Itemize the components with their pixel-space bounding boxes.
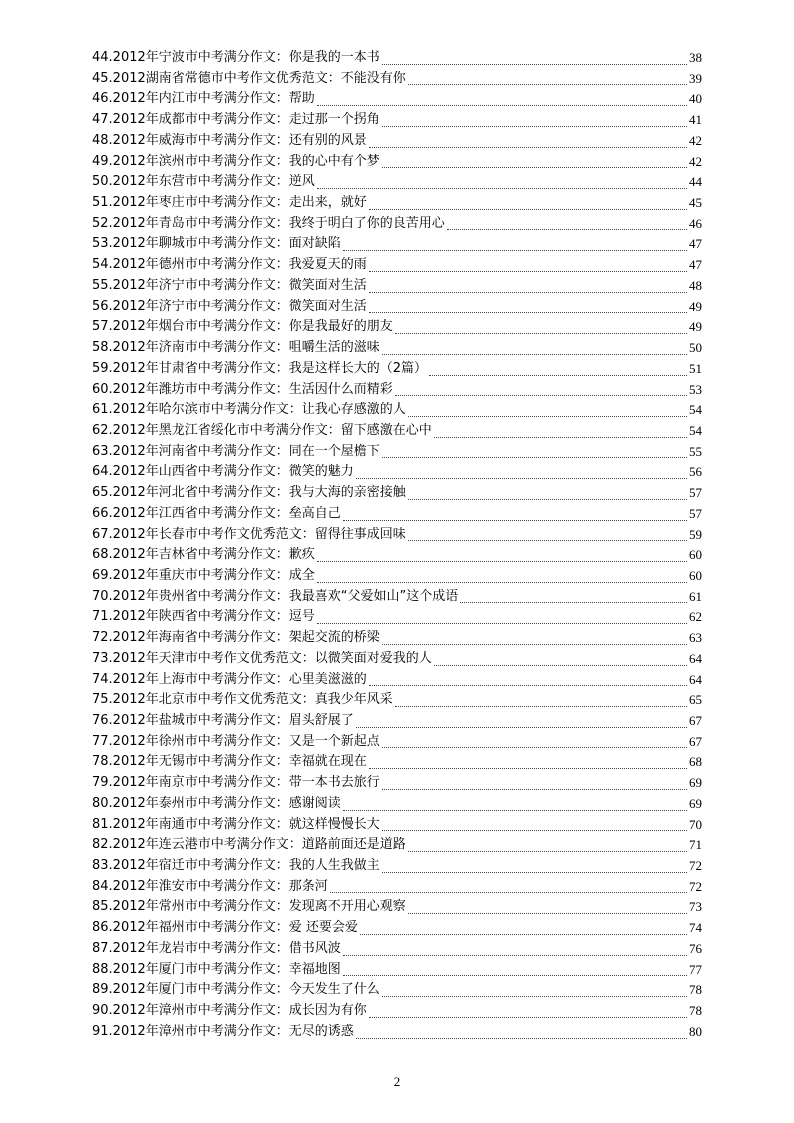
toc-entry-page: 76	[689, 940, 702, 956]
toc-entry-title: 56.2012年济宁市中考满分作文：微笑面对生活	[92, 298, 367, 314]
toc-entry[interactable]	[92, 732, 702, 753]
toc-entry[interactable]	[92, 877, 702, 898]
dot-leader	[460, 588, 687, 603]
toc-entry-title: 73.2012年天津市中考作文优秀范文：以微笑面对爱我的人	[92, 650, 432, 666]
toc-entry-title: 72.2012年海南省中考满分作文：架起交流的桥梁	[92, 630, 380, 646]
toc-entry-title: 85.2012年常州市中考满分作文：发现离不开用心观察	[92, 899, 406, 915]
toc-entry[interactable]	[92, 152, 702, 173]
toc-entry[interactable]	[92, 752, 702, 773]
toc-entry[interactable]	[92, 628, 702, 649]
toc-entry-title: 79.2012年南京市中考满分作文：带一本书去旅行	[92, 775, 380, 791]
toc-entry-title: 51.2012年枣庄市中考满分作文：走出来，就好	[92, 195, 367, 211]
toc-entry-title: 62.2012年黑龙江省绥化市中考满分作文：留下感激在心中	[92, 422, 432, 438]
toc-entry[interactable]	[92, 504, 702, 525]
dot-leader	[382, 816, 687, 831]
toc-entry-title: 83.2012年宿迁市中考满分作文：我的人生我做主	[92, 858, 380, 874]
toc-entry-title: 82.2012年连云港市中考满分作文：道路前面还是道路	[92, 837, 406, 853]
toc-entry-page: 49	[689, 298, 702, 314]
toc-entry[interactable]	[92, 607, 702, 628]
toc-entry-title: 58.2012年济南市中考满分作文：咀嚼生活的滋味	[92, 340, 380, 356]
toc-entry-title: 84.2012年淮安市中考满分作文：那条河	[92, 878, 328, 894]
dot-leader	[408, 526, 687, 541]
dot-leader	[382, 112, 687, 127]
dot-leader	[369, 195, 687, 210]
toc-entry-title: 69.2012年重庆市中考满分作文：成全	[92, 567, 315, 583]
toc-entry-title: 80.2012年泰州市中考满分作文：感谢阅读	[92, 795, 341, 811]
toc-entry-title: 55.2012年济宁市中考满分作文：微笑面对生活	[92, 277, 367, 293]
dot-leader	[317, 91, 687, 106]
toc-entry-title: 77.2012年徐州市中考满分作文：又是一个新起点	[92, 733, 380, 749]
dot-leader	[369, 298, 687, 313]
dot-leader	[408, 402, 687, 417]
toc-entry-page: 39	[689, 70, 702, 86]
toc-entry-title: 89.2012年厦门市中考满分作文：今天发生了什么	[92, 982, 380, 998]
toc-entry[interactable]	[92, 1022, 702, 1043]
toc-entry-title: 49.2012年滨州市中考满分作文：我的心中有个梦	[92, 153, 380, 169]
toc-entry-page: 54	[689, 422, 702, 438]
toc-entry[interactable]	[92, 172, 702, 193]
dot-leader	[429, 361, 687, 376]
toc-entry-page: 69	[689, 795, 702, 811]
dot-leader	[382, 630, 687, 645]
toc-entry-title: 67.2012年长春市中考作文优秀范文：留得往事成回味	[92, 526, 406, 542]
dot-leader	[317, 568, 687, 583]
dot-leader	[382, 50, 687, 65]
toc-entry[interactable]	[92, 442, 702, 463]
toc-entry-page: 70	[689, 816, 702, 832]
toc-entry-page: 53	[689, 381, 702, 397]
dot-leader	[369, 671, 687, 686]
toc-entry[interactable]	[92, 670, 702, 691]
dot-leader	[408, 70, 687, 85]
toc-entry[interactable]	[92, 255, 702, 276]
dot-leader	[408, 485, 687, 500]
toc-entry-page: 47	[689, 257, 702, 273]
toc-entry[interactable]	[92, 1001, 702, 1022]
toc-entry[interactable]	[92, 276, 702, 297]
toc-entry[interactable]	[92, 525, 702, 546]
toc-entry-title: 65.2012年河北省中考满分作文：我与大海的亲密接触	[92, 485, 406, 501]
toc-entry-page: 69	[689, 775, 702, 791]
dot-leader	[369, 133, 687, 148]
toc-entry[interactable]	[92, 462, 702, 483]
toc-entry-page: 44	[689, 174, 702, 190]
toc-entry-page: 71	[689, 837, 702, 853]
toc-entry-title: 87.2012年龙岩市中考满分作文：借书风波	[92, 940, 341, 956]
toc-entry[interactable]	[92, 48, 702, 69]
dot-leader	[343, 236, 687, 251]
toc-entry-page: 67	[689, 713, 702, 728]
toc-entry-title: 57.2012年烟台市中考满分作文：你是我最好的朋友	[92, 319, 393, 335]
toc-entry-page: 73	[689, 899, 702, 915]
dot-leader	[343, 941, 687, 956]
table-of-contents	[92, 48, 702, 1043]
dot-leader	[395, 381, 687, 396]
toc-entry-title: 90.2012年漳州市中考满分作文：成长因为有你	[92, 1003, 367, 1019]
toc-entry[interactable]	[92, 297, 702, 318]
toc-entry[interactable]	[92, 317, 702, 338]
toc-entry-page: 42	[689, 132, 702, 148]
toc-entry-page: 49	[689, 319, 702, 335]
dot-leader	[395, 319, 687, 334]
dot-leader	[356, 464, 687, 479]
dot-leader	[382, 982, 687, 997]
dot-leader	[382, 153, 687, 168]
toc-entry[interactable]	[92, 773, 702, 794]
toc-entry-page: 68	[689, 754, 702, 770]
toc-entry-title: 88.2012年厦门市中考满分作文：幸福地图	[92, 961, 341, 977]
toc-entry[interactable]	[92, 566, 702, 587]
toc-entry-title: 45.2012湖南省常德市中考作文优秀范文：不能没有你	[92, 70, 406, 86]
toc-entry-page: 67	[689, 733, 702, 749]
toc-entry-page: 56	[689, 464, 702, 480]
toc-entry-page: 64	[689, 650, 702, 666]
toc-entry-title: 61.2012年哈尔滨市中考满分作文：让我心存感激的人	[92, 402, 406, 418]
toc-entry-page: 64	[689, 671, 702, 687]
toc-entry[interactable]	[92, 338, 702, 359]
dot-leader	[343, 506, 687, 521]
toc-entry-title: 53.2012年聊城市中考满分作文：面对缺陷	[92, 236, 341, 252]
dot-leader	[317, 609, 687, 624]
toc-entry-title: 46.2012年内江市中考满分作文：帮助	[92, 91, 315, 107]
dot-leader	[395, 692, 687, 707]
dot-leader	[408, 899, 687, 914]
toc-entry-page: 57	[689, 485, 702, 501]
toc-entry-page: 46	[689, 215, 702, 231]
toc-entry-title: 78.2012年无锡市中考满分作文：幸福就在现在	[92, 754, 367, 770]
dot-leader	[343, 961, 687, 976]
toc-entry-title: 68.2012年吉林省中考满分作文：歉疚	[92, 547, 315, 563]
toc-entry-title: 86.2012年福州市中考满分作文：爱 还要会爱	[92, 920, 358, 936]
toc-entry-page: 65	[689, 692, 702, 708]
toc-entry-page: 77	[689, 961, 702, 977]
toc-entry-title: 50.2012年东营市中考满分作文：逆风	[92, 174, 315, 190]
toc-entry-page: 74	[689, 920, 702, 936]
toc-entry[interactable]	[92, 711, 702, 732]
toc-entry-title: 52.2012年青岛市中考满分作文：我终于明白了你的良苦用心	[92, 215, 445, 231]
toc-entry-title: 59.2012年甘肃省中考满分作文：我是这样长大的（2篇）	[92, 360, 428, 376]
toc-entry-title: 66.2012年江西省中考满分作文：垒高自己	[92, 505, 341, 521]
page-number: 2	[393, 1074, 401, 1089]
toc-entry[interactable]	[92, 690, 702, 711]
toc-entry-title: 60.2012年潍坊市中考满分作文：生活因什么而精彩	[92, 381, 393, 397]
toc-entry-page: 72	[689, 858, 702, 874]
toc-entry-page: 80	[689, 1023, 702, 1039]
toc-entry[interactable]	[92, 380, 702, 401]
toc-entry-title: 74.2012年上海市中考满分作文：心里美滋滋的	[92, 671, 367, 687]
toc-entry[interactable]	[92, 421, 702, 442]
dot-leader	[382, 775, 687, 790]
dot-leader	[382, 858, 687, 873]
toc-entry[interactable]	[92, 649, 702, 670]
toc-entry[interactable]	[92, 545, 702, 566]
dot-leader	[382, 733, 687, 748]
toc-entry[interactable]	[92, 89, 702, 110]
toc-entry-title: 44.2012年宁波市中考满分作文：你是我的一本书	[92, 50, 380, 65]
toc-entry-page: 60	[689, 567, 702, 583]
toc-entry-title: 71.2012年陕西省中考满分作文：逗号	[92, 609, 315, 625]
toc-entry-page: 57	[689, 505, 702, 521]
toc-entry-page: 51	[689, 360, 702, 376]
toc-entry-page: 47	[689, 236, 702, 252]
toc-entry-title: 48.2012年威海市中考满分作文：还有别的风景	[92, 132, 367, 148]
toc-entry-page: 55	[689, 443, 702, 459]
dot-leader	[317, 547, 687, 562]
dot-leader	[369, 278, 687, 293]
toc-entry-title: 47.2012年成都市中考满分作文：走过那一个拐角	[92, 112, 380, 128]
toc-entry-page: 54	[689, 402, 702, 418]
dot-leader	[343, 796, 687, 811]
dot-leader	[369, 754, 687, 769]
toc-entry-page: 78	[689, 1003, 702, 1019]
dot-leader	[382, 443, 687, 458]
toc-entry[interactable]	[92, 359, 702, 380]
dot-leader	[330, 878, 687, 893]
dot-leader	[360, 920, 687, 935]
dot-leader	[447, 215, 687, 230]
toc-entry-title: 64.2012年山西省中考满分作文：微笑的魅力	[92, 464, 354, 480]
toc-entry[interactable]	[92, 835, 702, 856]
toc-entry-page: 42	[689, 153, 702, 169]
toc-entry[interactable]	[92, 214, 702, 235]
toc-entry-page: 41	[689, 112, 702, 128]
toc-entry-page: 50	[689, 340, 702, 356]
toc-entry-page: 38	[689, 50, 702, 65]
toc-entry-page: 72	[689, 878, 702, 894]
toc-entry[interactable]	[92, 980, 702, 1001]
toc-entry[interactable]	[92, 110, 702, 131]
dot-leader	[408, 837, 687, 852]
toc-entry[interactable]	[92, 234, 702, 255]
toc-entry-title: 63.2012年河南省中考满分作文：同在一个屋檐下	[92, 443, 380, 459]
toc-entry[interactable]	[92, 939, 702, 960]
toc-entry[interactable]	[92, 794, 702, 815]
toc-entry[interactable]	[92, 856, 702, 877]
dot-leader	[317, 174, 687, 189]
toc-entry[interactable]	[92, 131, 702, 152]
toc-entry[interactable]	[92, 400, 702, 421]
toc-entry[interactable]	[92, 815, 702, 836]
toc-entry-page: 78	[689, 982, 702, 998]
toc-entry-title: 76.2012年盐城市中考满分作文：眉头舒展了	[92, 713, 354, 728]
toc-entry-title: 54.2012年德州市中考满分作文：我爱夏天的雨	[92, 257, 367, 273]
toc-entry-page: 62	[689, 609, 702, 625]
toc-entry-page: 63	[689, 630, 702, 646]
toc-entry-title: 81.2012年南通市中考满分作文：就这样慢慢长大	[92, 816, 380, 832]
toc-entry-page: 61	[689, 588, 702, 604]
toc-entry-title: 75.2012年北京市中考作文优秀范文：真我少年风采	[92, 692, 393, 708]
toc-entry-page: 48	[689, 277, 702, 293]
toc-entry-title: 70.2012年贵州省中考满分作文：我最喜欢“父爱如山”这个成语	[92, 588, 459, 604]
dot-leader	[434, 423, 687, 438]
toc-entry-page: 59	[689, 526, 702, 542]
dot-leader	[369, 1003, 687, 1018]
toc-entry[interactable]	[92, 193, 702, 214]
toc-entry-page: 40	[689, 91, 702, 107]
dot-leader	[434, 651, 687, 666]
toc-entry-page: 60	[689, 547, 702, 563]
dot-leader	[356, 1024, 687, 1039]
dot-leader	[369, 257, 687, 272]
toc-entry[interactable]	[92, 69, 702, 90]
toc-entry-title: 91.2012年漳州市中考满分作文：无尽的诱惑	[92, 1023, 354, 1039]
toc-entry[interactable]	[92, 960, 702, 981]
toc-entry[interactable]	[92, 897, 702, 918]
toc-entry[interactable]	[92, 918, 702, 939]
toc-entry[interactable]	[92, 587, 702, 608]
toc-entry[interactable]	[92, 483, 702, 504]
toc-entry-page: 45	[689, 195, 702, 211]
dot-leader	[356, 713, 687, 728]
dot-leader	[382, 340, 687, 355]
